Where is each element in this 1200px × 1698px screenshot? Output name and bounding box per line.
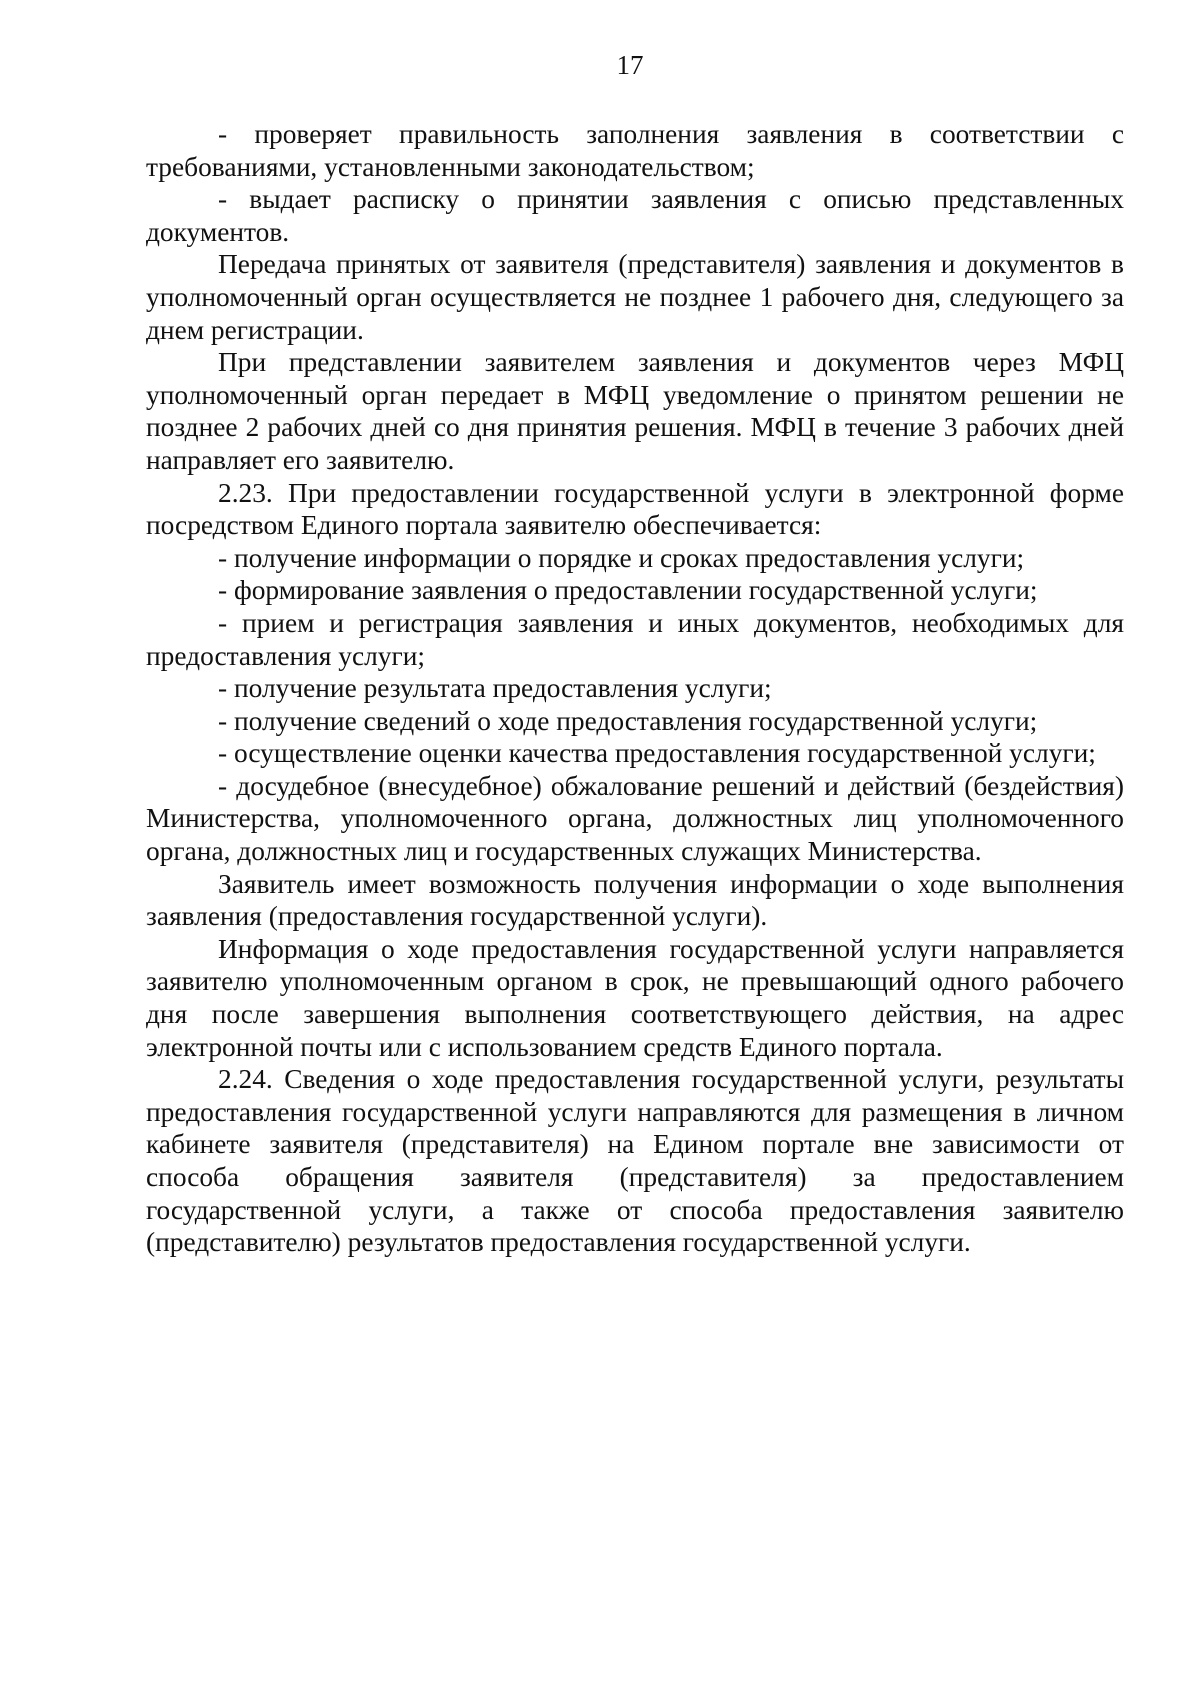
list-item-information: - получение информации о порядке и сроках предоставления услуги; xyxy=(218,542,1025,573)
list-item-application-forming: - формирование заявления о предоставлении государственной услуги; xyxy=(218,575,1038,606)
paragraph-mfc-notification: При представлении заявителем заявления и документов через МФЦ уполномоченный орган передает в МФЦ уведомление о принятом решении не позднее 2 рабочих дней со дня принятия решения. МФЦ в течение 3 рабочих дней направляет его заявителю. xyxy=(146,347,1124,475)
list-item-quality-assessment: - осуществление оценки качества предоставления государственной услуги; xyxy=(218,738,1096,769)
paragraph-transfer-documents: Передача принятых от заявителя (представителя) заявления и документов в уполномоченный орган осуществляется не позднее 1 рабочего дня, следующего за днем регистрации. xyxy=(146,249,1124,345)
list-item-appeal: - досудебное (внесудебное) обжалование решений и действий (бездействия) Министерства, уполномоченного органа, должностных лиц уполномоченного органа, должностных лиц и государственных служащих Министерства. xyxy=(146,770,1124,867)
paragraph-applicant-info: Заявитель имеет возможность получения информации о ходе выполнения заявления (предоставления государственной услуги). xyxy=(146,868,1124,932)
list-item-registration: - прием и регистрация заявления и иных документов, необходимых для предоставления услуги; xyxy=(146,607,1124,671)
paragraph-issue-receipt: - выдает расписку о принятии заявления с описью представленных документов. xyxy=(146,184,1124,247)
paragraph-check-application: - проверяет правильность заполнения заявления в соответствии с требованиями, установленными законодательством; xyxy=(146,119,1124,182)
page-number: 17 xyxy=(616,50,644,80)
list-item-progress-info: - получение сведений о ходе предоставления государственной услуги; xyxy=(218,705,1038,736)
paragraph-2-24: 2.24. Сведения о ходе предоставления государственной услуги, результаты предоставления государственной услуги направляются для размещения в личном кабинете заявителя (представителя) на Едином портале вне зависимости от способа обращения заявителя (представителя) за предоставлением государственной услуги, а также от способа предоставления заявителю (представителю) результатов предоставления государственной услуги. xyxy=(146,1064,1124,1258)
paragraph-2-23: 2.23. При предоставлении государственной услуги в электронной форме посредством Единого портала заявителю обеспечивается: xyxy=(146,477,1124,541)
document-body xyxy=(146,118,1124,1259)
list-item-result: - получение результата предоставления услуги; xyxy=(218,673,772,704)
paragraph-info-delivery: Информация о ходе предоставления государственной услуги направляется заявителю уполномоченным органом в срок, не превышающий одного рабочего дня после завершения выполнения соответствующего действия, на адрес электронной почты или с использованием средств Единого портала. xyxy=(146,933,1124,1062)
